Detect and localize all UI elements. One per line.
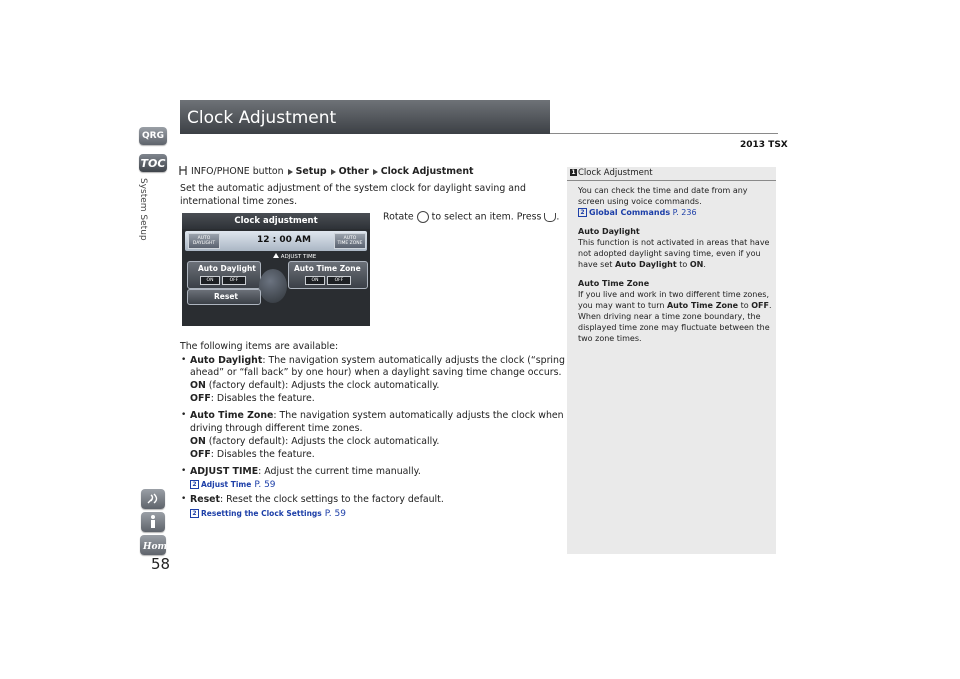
item-desc: : The navigation system automatically adjusts the clock when bbox=[273, 410, 564, 421]
sidebar-num: 1 bbox=[571, 169, 576, 176]
on-label: ON bbox=[190, 380, 206, 391]
sidebar-bold: ON bbox=[689, 260, 704, 269]
link-text[interactable]: Adjust Time bbox=[201, 480, 252, 489]
ref-arrow-icon: 2 bbox=[190, 480, 199, 489]
screen-title: Clock adjustment bbox=[182, 213, 370, 229]
bullet-icon: • bbox=[181, 494, 187, 504]
breadcrumb-setup: Setup bbox=[295, 166, 327, 177]
sidebar-text: . bbox=[768, 301, 772, 310]
sidebar-line: displayed time zone may fluctuate between the bbox=[578, 323, 770, 332]
clock-adjustment-screen bbox=[182, 213, 370, 326]
arrow-icon bbox=[373, 169, 378, 175]
item-desc-cont: driving through different time zones. bbox=[190, 423, 363, 434]
item-auto-time-zone bbox=[190, 410, 564, 422]
off-label: OFF bbox=[190, 449, 211, 460]
info-icon bbox=[146, 514, 160, 530]
link-text[interactable]: Resetting the Clock Settings bbox=[201, 509, 322, 518]
sidebar-bold: Auto Daylight bbox=[614, 260, 677, 269]
reset-label: Reset bbox=[214, 292, 238, 301]
reset-link[interactable] bbox=[190, 508, 346, 520]
softkey-line: AUTO bbox=[197, 236, 211, 241]
sidebar-p2 bbox=[578, 226, 769, 270]
model-label: 2013 TSX bbox=[740, 140, 788, 150]
sidebar-line: You can check the time and date from any bbox=[578, 186, 748, 195]
items-intro: The following items are available: bbox=[180, 341, 339, 352]
item-off-desc bbox=[190, 449, 315, 461]
daylight-off-option[interactable]: OFF bbox=[222, 276, 246, 285]
bullet-icon: • bbox=[181, 355, 187, 365]
voice-command-icon[interactable] bbox=[141, 489, 165, 509]
breadcrumb bbox=[180, 166, 474, 178]
bullet-icon: • bbox=[181, 466, 187, 476]
auto-timezone-label: Auto Time Zone bbox=[294, 264, 361, 273]
sidebar-line: If you live and work in two different time zones, bbox=[578, 290, 769, 299]
on-desc: (factory default): Adjusts the clock automatically. bbox=[205, 436, 440, 447]
instruction-pre: Rotate bbox=[383, 211, 414, 223]
sidebar-text: . bbox=[703, 260, 706, 269]
reset-button[interactable] bbox=[187, 289, 261, 305]
link-page[interactable]: P. 59 bbox=[324, 509, 346, 519]
sidebar-line: This function is not activated in areas that have bbox=[578, 238, 770, 247]
auto-timezone-panel[interactable] bbox=[288, 261, 368, 289]
page-title: Clock Adjustment bbox=[187, 108, 337, 128]
breadcrumb-other: Other bbox=[338, 166, 369, 177]
sidebar-title-text: Clock Adjustment bbox=[578, 168, 653, 178]
item-desc: : The navigation system automatically adjusts the clock (“spring bbox=[262, 355, 565, 366]
intro-line-2: international time zones. bbox=[180, 196, 298, 207]
link-text[interactable]: Global Commands bbox=[589, 208, 671, 217]
sidebar-text: have set bbox=[578, 260, 615, 269]
sidebar-line bbox=[578, 259, 769, 270]
item-desc: : Adjust the current time manually. bbox=[258, 466, 421, 477]
sidebar-title bbox=[570, 168, 653, 178]
page-title-bar bbox=[180, 100, 550, 134]
header-rule bbox=[550, 133, 778, 134]
item-auto-daylight bbox=[190, 355, 565, 367]
press-dial-icon bbox=[544, 213, 556, 222]
sidebar-line bbox=[578, 300, 772, 311]
home-icon[interactable] bbox=[140, 535, 173, 555]
link-page[interactable]: P. 59 bbox=[254, 480, 276, 490]
item-on-desc bbox=[190, 436, 439, 448]
item-reset bbox=[190, 494, 444, 506]
adjust-time-button[interactable] bbox=[273, 253, 316, 260]
sidebar-rule bbox=[567, 180, 776, 181]
on-label: ON bbox=[190, 436, 206, 447]
softkey-line: TIME ZONE bbox=[337, 241, 363, 246]
sidebar-line: not adopted daylight saving time, even if you bbox=[578, 249, 761, 258]
auto-daylight-panel[interactable] bbox=[187, 261, 261, 289]
qrg-button[interactable]: QRG bbox=[139, 127, 167, 145]
off-desc: : Disables the feature. bbox=[210, 393, 315, 404]
current-time: 12 : 00 AM bbox=[257, 235, 311, 245]
softkey-line: DAYLIGHT bbox=[192, 241, 216, 246]
sidebar-line: When driving near a time zone boundary, the bbox=[578, 312, 761, 321]
up-triangle-icon bbox=[273, 253, 279, 258]
item-name: ADJUST TIME bbox=[190, 466, 259, 477]
auto-timezone-softkey[interactable] bbox=[334, 233, 366, 249]
instruction-post: . bbox=[556, 211, 560, 223]
home-button-icon bbox=[180, 166, 188, 175]
sidebar-p1 bbox=[578, 185, 748, 218]
item-name: Auto Time Zone bbox=[190, 410, 274, 421]
on-desc: (factory default): Adjusts the clock automatically. bbox=[205, 380, 440, 391]
bullet-icon: • bbox=[181, 410, 187, 420]
sidebar-text: to bbox=[676, 260, 690, 269]
page-number: 58 bbox=[151, 555, 171, 573]
item-name: Reset bbox=[190, 494, 220, 505]
daylight-on-option[interactable]: ON bbox=[200, 276, 220, 285]
info-index-icon[interactable] bbox=[141, 512, 165, 532]
sidebar-line: two zone times. bbox=[578, 334, 642, 343]
breadcrumb-button: INFO/PHONE button bbox=[190, 166, 284, 177]
sidebar-bold: Auto Time Zone bbox=[666, 301, 739, 310]
off-label: OFF bbox=[190, 393, 211, 404]
auto-daylight-softkey[interactable] bbox=[188, 233, 220, 249]
breadcrumb-clock: Clock Adjustment bbox=[380, 166, 474, 177]
instruction-mid: to select an item. Press bbox=[431, 211, 542, 223]
sidebar-text: you may want to turn bbox=[578, 301, 667, 310]
adjust-time-link[interactable] bbox=[190, 479, 276, 491]
timezone-on-option[interactable]: ON bbox=[305, 276, 325, 285]
softkey-line: AUTO bbox=[343, 236, 357, 241]
toc-button[interactable]: TOC bbox=[139, 154, 167, 172]
sidebar-text: to bbox=[738, 301, 752, 310]
auto-daylight-label: Auto Daylight bbox=[198, 264, 256, 273]
timezone-off-option[interactable]: OFF bbox=[327, 276, 351, 285]
intro-line-1: Set the automatic adjustment of the system clock for daylight saving and bbox=[180, 183, 526, 194]
link-page[interactable]: P. 236 bbox=[672, 208, 697, 217]
sidebar-heading: Auto Daylight bbox=[578, 227, 640, 236]
item-name: Auto Daylight bbox=[190, 355, 263, 366]
svg-text:Home: Home bbox=[143, 542, 173, 552]
off-desc: : Disables the feature. bbox=[210, 449, 315, 460]
home-script-icon bbox=[142, 539, 173, 552]
arrow-icon bbox=[288, 169, 293, 175]
ref-arrow-icon: 2 bbox=[190, 509, 199, 518]
sidebar-p3 bbox=[578, 278, 772, 344]
item-adjust-time bbox=[190, 466, 421, 478]
item-off-desc bbox=[190, 393, 315, 405]
item-desc-cont: ahead” or “fall back” by one hour) when a daylight saving time change occurs. bbox=[190, 367, 562, 378]
ref-arrow-icon: 2 bbox=[578, 208, 587, 217]
interface-dial bbox=[259, 269, 287, 303]
sidebar-line: screen using voice commands. bbox=[578, 197, 702, 206]
section-label: System Setup bbox=[138, 178, 148, 241]
adjust-time-label: ADJUST TIME bbox=[280, 254, 317, 260]
item-desc: : Reset the clock settings to the factory default. bbox=[220, 494, 444, 505]
interface-dial-icon bbox=[417, 211, 429, 223]
instruction bbox=[383, 211, 559, 224]
sidebar-bold: OFF bbox=[751, 301, 769, 310]
voice-icon bbox=[145, 491, 161, 507]
sidebar-heading: Auto Time Zone bbox=[578, 279, 650, 288]
global-commands-link[interactable] bbox=[578, 207, 748, 218]
arrow-icon bbox=[331, 169, 336, 175]
item-on-desc bbox=[190, 380, 439, 392]
